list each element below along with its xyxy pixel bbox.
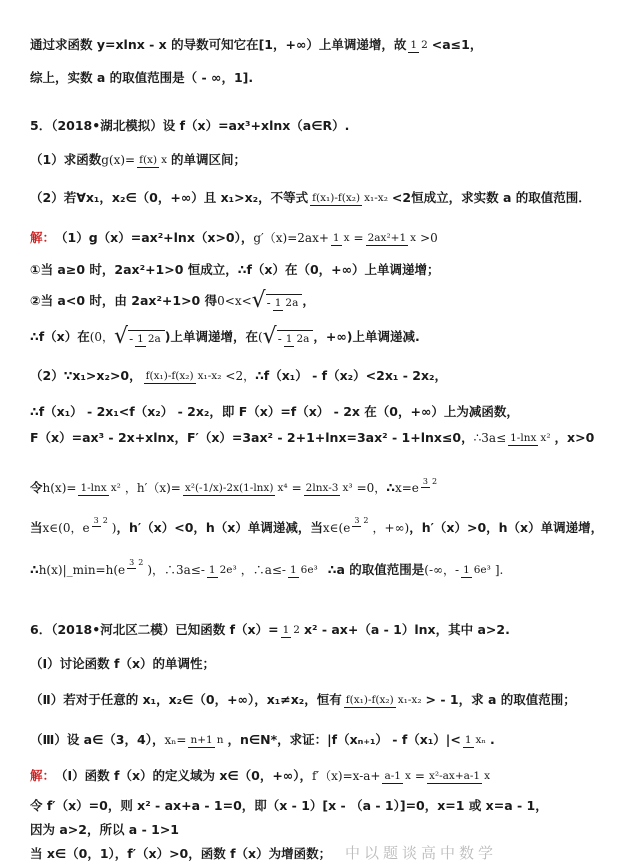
line-1: 通过求函数 y=xlnx - x 的导数可知它在[1，+∞）上单调递增，故 1 2 <a≤1， [30, 37, 483, 52]
problem-6-heading: 6．（2018•河北区二模）已知函数 f（x）= 1 2 x² - ax+（a - 1）lnx，其中 a>2. [30, 622, 510, 637]
fraction: 1 2 [410, 38, 428, 51]
fraction: 2ax²+1 x [367, 231, 417, 244]
fraction: 1 6e³ [463, 563, 491, 576]
line-15: ∴ h(x)|_min=h(e 3 2 ) ，∴3a≤- 1 2e³ ，∴a≤- 1 6e³ ∴a 的取值范围是 (-∞，- 1 6e³ ]. [30, 558, 504, 577]
fraction: a-1 x [384, 769, 411, 782]
line-4: （1）求函数 g(x)= f(x) x 的单调区间； [30, 152, 247, 167]
fraction: 1 2 [282, 623, 300, 636]
fraction: 1-lnx x² [80, 481, 121, 494]
line-11: ∴f（x₁） - 2x₁<f（x₂） - 2x₂，即 F（x）=f（x） - 2x 在（0，+∞）上为减函数， [30, 404, 519, 419]
fraction: 1 xₙ [464, 733, 487, 746]
square-root: √- 1 2a [114, 326, 165, 348]
line-12: F（x）=ax³ - 2x+xlnx，F′（x）=3ax² - 2+1+lnx=3ax² - 1+lnx≤0， ∴3a≤ 1-lnx x² ，x>0 [30, 430, 595, 445]
fraction: n+1 n [190, 733, 224, 746]
line-18: （Ⅱ）若对于任意的 x₁，x₂∈（0，+∞），x₁≠x₂，恒有 f(x₁)-f(x₂) x₁-x₂ > - 1，求 a 的取值范围； [30, 692, 576, 707]
solution-label: 解： [30, 768, 56, 783]
fraction: f(x₁)-f(x₂) x₁-x₂ [145, 369, 222, 382]
line-19: （Ⅲ）设 a∈（3，4）， xₙ= n+1 n ，n∈N*，求证：|f（xₙ₊₁） - f（x₁）|< 1 xₙ . [30, 732, 495, 747]
exponent: 3 2 [129, 558, 144, 567]
line-14: 当 x∈(0，e 3 2 ) ，h′（x）<0，h（x）单调递减，当 x∈(e 3 2 ，+∞) ，h′（x）>0，h（x）单调递增， [30, 516, 604, 535]
line-22: 因为 a>2，所以 a - 1>1 [30, 822, 180, 837]
line-6: 解： （1）g（x）=ax²+lnx（x>0）， g′（x)=2ax+ 1 x = 2ax²+1 x >0 [30, 230, 438, 245]
line-17: （Ⅰ）讨论函数 f（x）的单调性； [30, 656, 216, 671]
line-21: 令 f′（x）=0，则 x² - ax+a - 1=0，即（x - 1）[x - （a - 1）]=0，x=1 或 x=a - 1， [30, 798, 548, 813]
line-20: 解： （Ⅰ）函数 f（x）的定义域为 x∈（0，+∞）， f′（x)=x-a+ a-1 x = x²-ax+a-1 x [30, 768, 491, 783]
solution-label: 解： [30, 230, 56, 245]
fraction: 1 x [332, 231, 350, 244]
square-root: √- 1 2a [252, 290, 303, 312]
exponent: 3 2 [93, 516, 108, 525]
fraction: f(x₁)-f(x₂) x₁-x₂ [345, 693, 422, 706]
problem-5-heading: 5．（2018•湖北模拟）设 f（x）=ax³+xlnx（a∈R）. [30, 118, 350, 133]
fraction: 2lnx-3 x³ [305, 481, 353, 494]
exponent: 3 2 [354, 516, 369, 525]
fraction: f(x) x [139, 153, 168, 166]
line-5: （2）若∀x₁，x₂∈（0，+∞）且 x₁>x₂，不等式 f(x₁)-f(x₂) x₁-x₂ <2恒成立，求实数 a 的取值范围． [30, 190, 591, 205]
line-23: 当 x∈（0，1），f′（x）>0，函数 f（x）为增函数； [30, 846, 332, 861]
fraction: 1 2e³ [208, 563, 237, 576]
fraction: f(x₁)-f(x₂) x₁-x₂ [312, 191, 388, 204]
fraction: x²-ax+a-1 x [428, 769, 491, 782]
line-2: 综上，实数 a 的取值范围是（ - ∞，1]. [30, 70, 254, 85]
watermark: 中以题谈高中数学 [345, 844, 498, 862]
line-8: ②当 a<0 时，由 2ax²+1>0 得 0<x< √- 1 2a ， [30, 288, 315, 313]
line-9: ∴f（x）在 (0， √- 1 2a )上单调递增，在 ( √- 1 2a ，+∞)上单调递减. [30, 324, 420, 349]
fraction: 1-lnx x² [510, 431, 551, 444]
line-10: （2）∵x₁>x₂>0， f(x₁)-f(x₂) x₁-x₂ <2， ∴f（x₁） - f（x₂）<2x₁ - 2x₂， [30, 368, 447, 383]
fraction: x²(-1/x)-2x(1-lnx) x⁴ [184, 481, 288, 494]
line-7: ①当 a≥0 时，2ax²+1>0 恒成立，∴f（x）在（0，+∞）上单调递增； [30, 262, 440, 277]
fraction: 1 6e³ [289, 563, 318, 576]
exponent: 3 2 [422, 477, 438, 486]
square-root: √- 1 2a [263, 326, 314, 348]
line-13: 令 h(x)= 1-lnx x² ，h′（x)= x²(-1/x)-2x(1-lnx) x⁴ = 2lnx-3 x³ =0， ∴ x=e 3 2 [30, 477, 438, 495]
